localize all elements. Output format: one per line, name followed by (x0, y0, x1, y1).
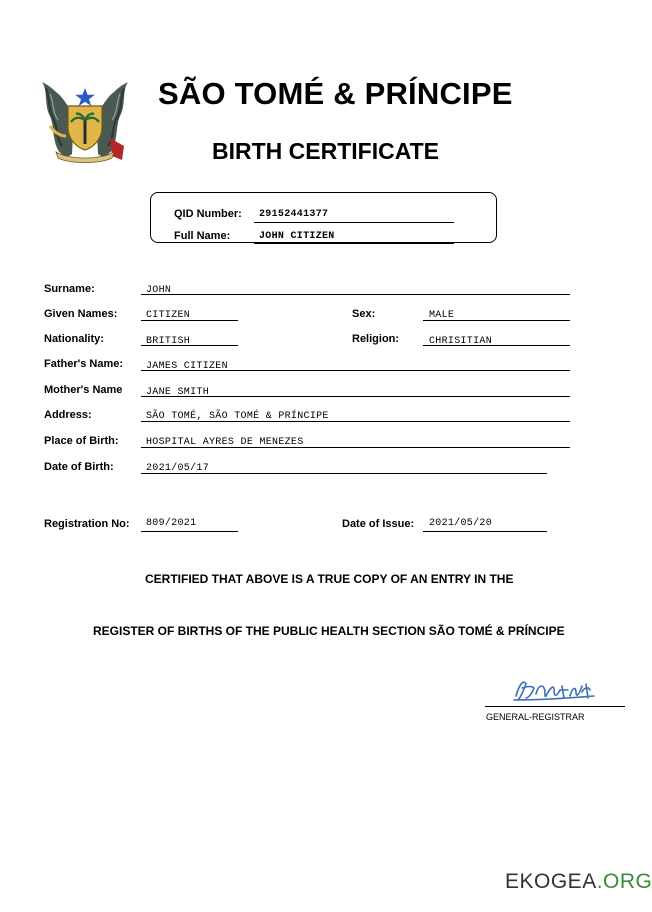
sex-label: Sex: (352, 308, 376, 320)
registration-no-value: 809/2021 (146, 518, 197, 529)
mother-name-underline (141, 396, 570, 397)
address-label: Address: (44, 409, 92, 421)
qid-label: QID Number: (174, 208, 242, 220)
date-of-birth-value: 2021/05/17 (146, 463, 210, 474)
surname-value: JOHN (146, 285, 172, 296)
place-of-birth-underline (141, 447, 570, 448)
document-title: BIRTH CERTIFICATE (212, 138, 440, 164)
place-of-birth-value: HOSPITAL AYRES DE MENEZES (146, 437, 304, 448)
date-of-issue-label: Date of Issue: (342, 518, 415, 530)
given-names-value: CITIZEN (146, 310, 191, 321)
date-of-issue-value: 2021/05/20 (429, 518, 493, 529)
nationality-underline (141, 345, 238, 346)
surname-label: Surname: (44, 283, 95, 295)
signature-line (485, 706, 625, 707)
sex-underline (423, 320, 570, 321)
father-name-underline (141, 370, 570, 371)
fullname-value: JOHN CITIZEN (259, 231, 335, 242)
date-of-birth-label: Date of Birth: (44, 461, 114, 473)
nationality-value: BRITISH (146, 336, 191, 347)
address-value: SÃO TOMÉ, SÃO TOMÉ & PRÍNCIPE (146, 411, 329, 422)
registration-no-underline (141, 531, 238, 532)
signature-icon (510, 676, 598, 704)
certification-statement-line2: REGISTER OF BIRTHS OF THE PUBLIC HEALTH SECTION SÃO TOMÉ & PRÍNCIPE (93, 624, 565, 638)
mother-name-value: JANE SMITH (146, 387, 210, 398)
religion-underline (423, 345, 570, 346)
given-names-label: Given Names: (44, 308, 118, 320)
qid-value: 29152441377 (259, 209, 329, 220)
given-names-underline (141, 320, 238, 321)
watermark-brand: EKOGEA (505, 870, 597, 893)
religion-value: CHRISITIAN (429, 336, 493, 347)
father-name-label: Father's Name: (44, 358, 124, 370)
nationality-label: Nationality: (44, 333, 104, 345)
coat-of-arms-icon (38, 76, 132, 162)
mother-name-label: Mother's Name (44, 384, 123, 396)
surname-underline (141, 294, 570, 295)
date-of-birth-underline (141, 473, 547, 474)
place-of-birth-label: Place of Birth: (44, 435, 119, 447)
registration-no-label: Registration No: (44, 518, 130, 530)
fullname-label: Full Name: (174, 230, 231, 242)
certification-statement-line1: CERTIFIED THAT ABOVE IS A TRUE COPY OF AN ENTRY IN THE (145, 572, 514, 586)
registrar-title: GENERAL-REGISTRAR (486, 712, 585, 722)
watermark-tld: .ORG (596, 870, 652, 893)
address-underline (141, 421, 570, 422)
qid-underline (254, 222, 454, 223)
watermark (505, 870, 652, 894)
fullname-underline (254, 243, 454, 244)
sex-value: MALE (429, 310, 455, 321)
country-title: SÃO TOMÉ & PRÍNCIPE (158, 76, 513, 111)
father-name-value: JAMES CITIZEN (146, 361, 228, 372)
date-of-issue-underline (423, 531, 547, 532)
religion-label: Religion: (352, 333, 400, 345)
